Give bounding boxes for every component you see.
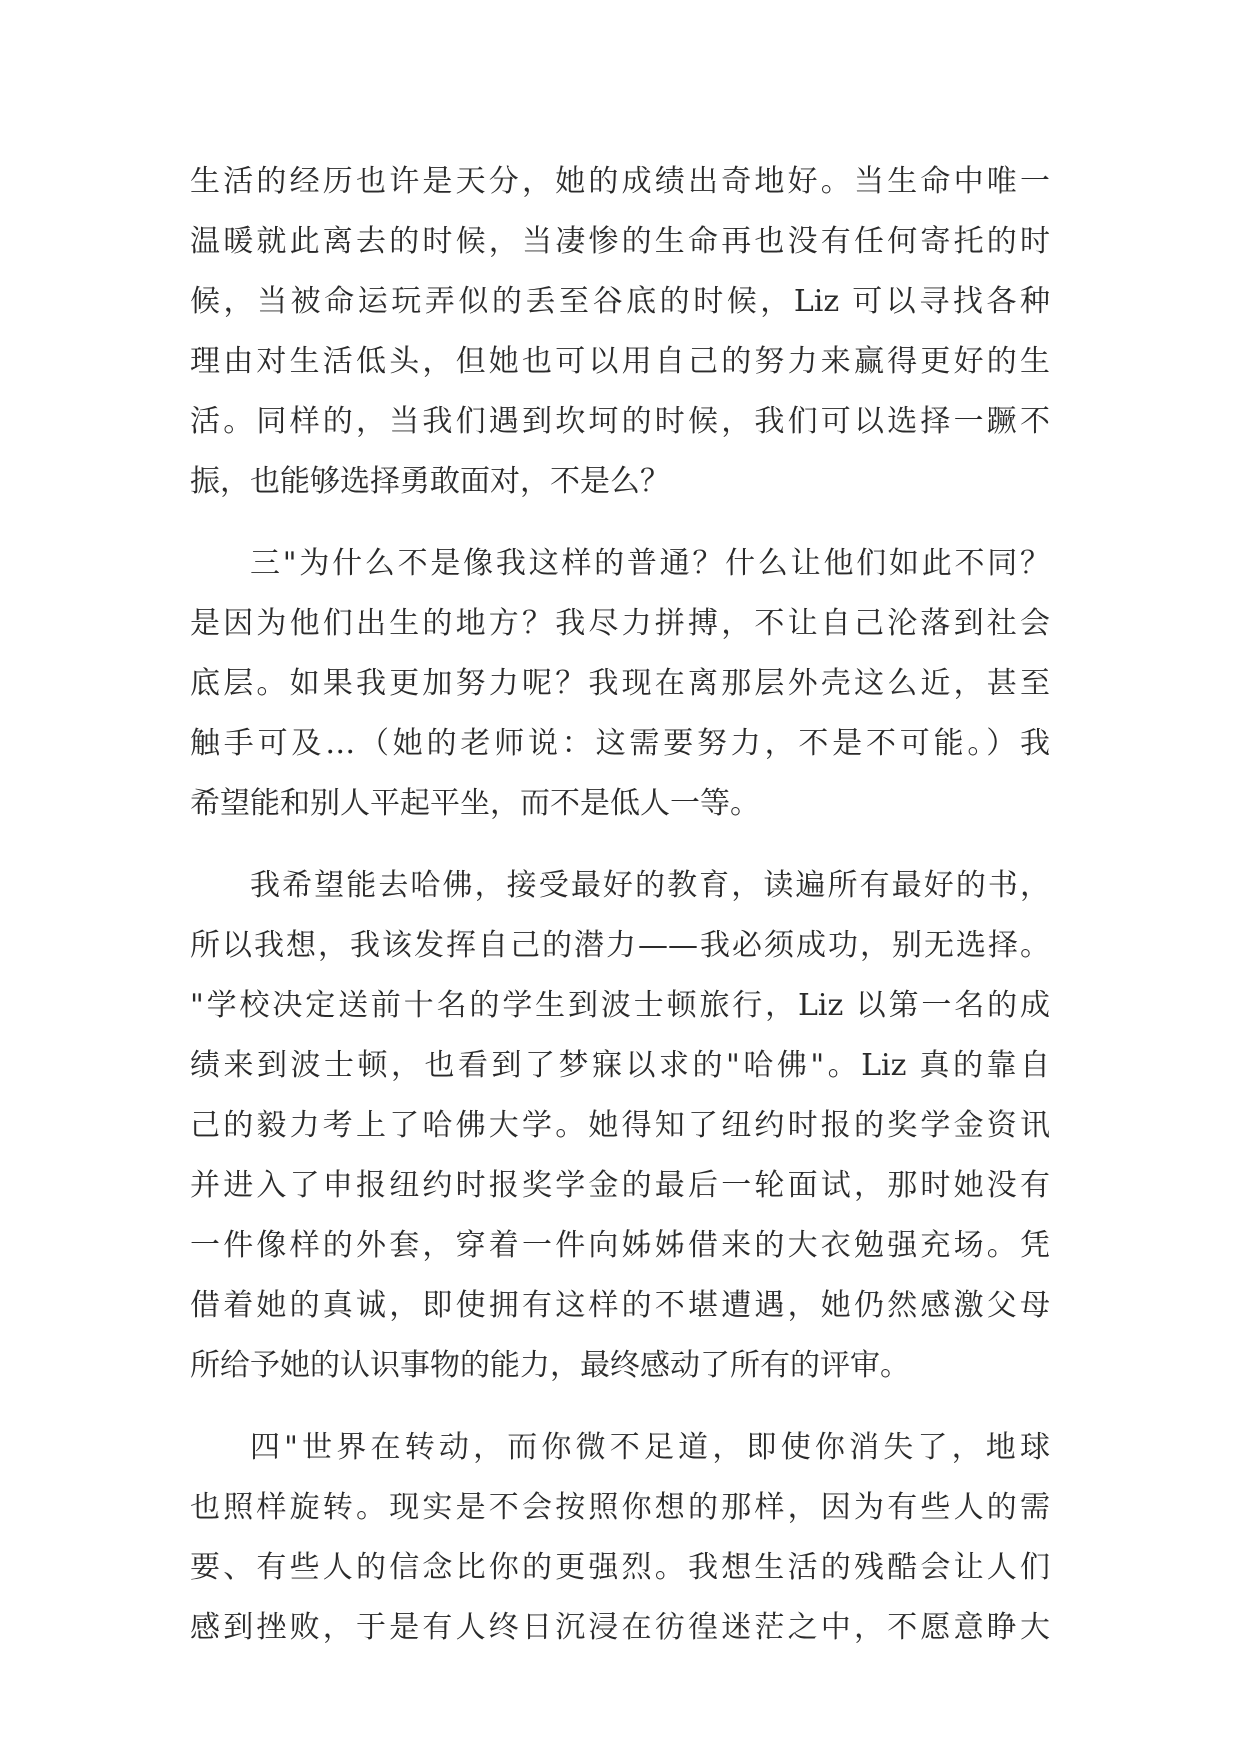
- text-line: 活。同样的，当我们遇到坎坷的时候，我们可以选择一蹶不: [190, 404, 1050, 439]
- text-line: 所以我想，我该发挥自己的潜力——我必须成功，别无选择。: [190, 928, 1050, 963]
- text-line: 四"世界在转动，而你微不足道，即使你消失了，地球: [250, 1430, 1050, 1465]
- text-line: 也照样旋转。现实是不会按照你想的那样，因为有些人的需: [190, 1490, 1050, 1525]
- paragraph-three: [190, 534, 1050, 834]
- text-line: 理由对生活低头，但她也可以用自己的努力来赢得更好的生: [190, 344, 1050, 379]
- text-line: 触手可及…（她的老师说：这需要努力，不是不可能。）我: [190, 726, 1050, 761]
- text-line: 生活的经历也许是天分，她的成绩出奇地好。当生命中唯一: [190, 164, 1050, 199]
- paragraph-gap: [190, 1396, 1050, 1418]
- body-text: [190, 152, 1050, 1658]
- paragraph-harvard: [190, 856, 1050, 1396]
- text-line: 要、有些人的信念比你的更强烈。我想生活的残酷会让人们: [190, 1550, 1050, 1585]
- text-line: "学校决定送前十名的学生到波士顿旅行，Liz 以第一名的成: [190, 988, 1050, 1023]
- text-line: 一件像样的外套，穿着一件向姊姊借来的大衣勉强充场。凭: [190, 1228, 1050, 1263]
- text-line: 希望能和别人平起平坐，而不是低人一等。: [190, 786, 760, 821]
- text-line: 振，也能够选择勇敢面对，不是么？: [190, 464, 670, 499]
- text-line: 并进入了申报纽约时报奖学金的最后一轮面试，那时她没有: [190, 1168, 1050, 1203]
- paragraph-four: [190, 1418, 1050, 1658]
- paragraph-gap: [190, 834, 1050, 856]
- text-line: 温暖就此离去的时候，当凄惨的生命再也没有任何寄托的时: [190, 224, 1050, 259]
- text-line: 借着她的真诚，即使拥有这样的不堪遭遇，她仍然感激父母: [190, 1288, 1050, 1323]
- text-line: 所给予她的认识事物的能力，最终感动了所有的评审。: [190, 1348, 910, 1383]
- text-line: 绩来到波士顿，也看到了梦寐以求的"哈佛"。Liz 真的靠自: [190, 1048, 1050, 1083]
- text-line: 候，当被命运玩弄似的丢至谷底的时候，Liz 可以寻找各种: [190, 284, 1050, 319]
- text-line: 己的毅力考上了哈佛大学。她得知了纽约时报的奖学金资讯: [190, 1108, 1050, 1143]
- paragraph-gap: [190, 512, 1050, 534]
- text-line: 是因为他们出生的地方？我尽力拼搏，不让自己沦落到社会: [190, 606, 1050, 641]
- text-line: 我希望能去哈佛，接受最好的教育，读遍所有最好的书，: [250, 868, 1050, 903]
- paragraph-two-continued: [190, 152, 1050, 512]
- text-line: 底层。如果我更加努力呢？我现在离那层外壳这么近，甚至: [190, 666, 1050, 701]
- text-line: 感到挫败，于是有人终日沉浸在彷徨迷茫之中，不愿意睁大: [190, 1610, 1050, 1645]
- text-line: 三"为什么不是像我这样的普通？什么让他们如此不同？: [250, 546, 1050, 581]
